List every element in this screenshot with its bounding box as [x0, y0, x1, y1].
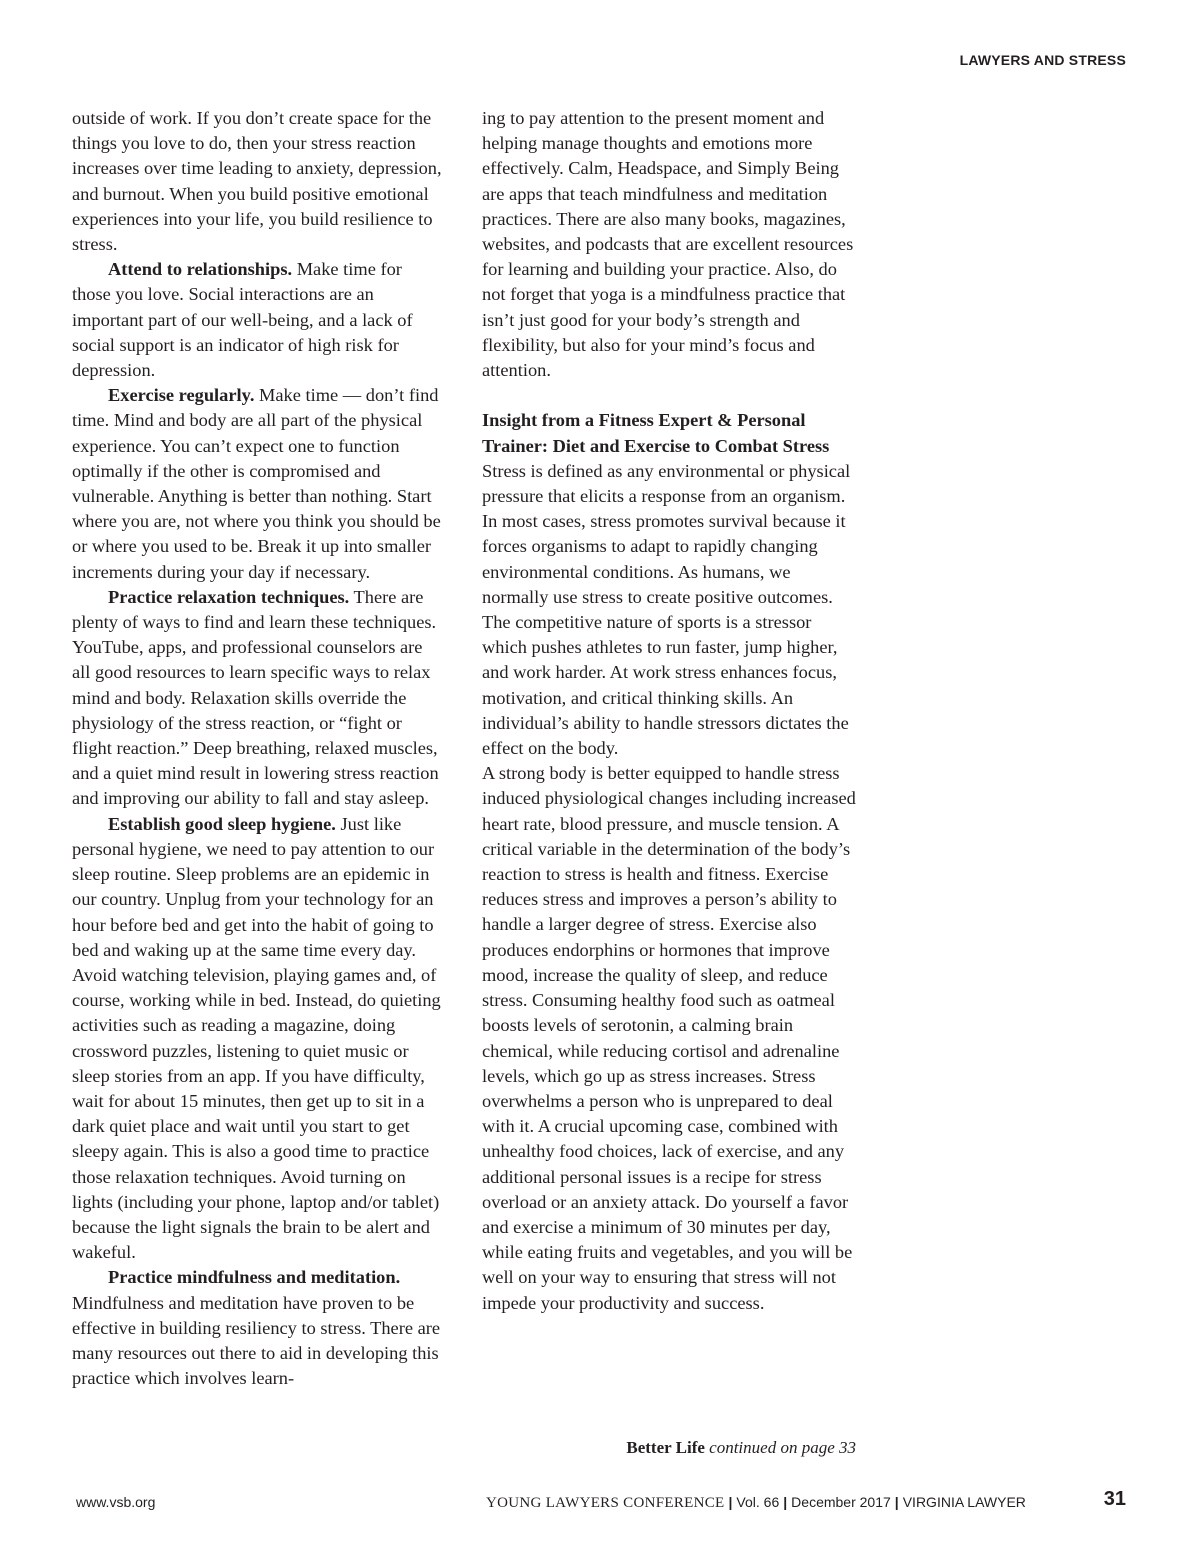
paragraph-exercise — [72, 383, 442, 585]
footer-volume: Vol. 66 — [736, 1494, 780, 1510]
left-column — [72, 106, 442, 1391]
paragraph-text: There are plenty of ways to find and learn these techniques. YouTube, apps, and professional counselors are all good resources to learn specific ways to relax mind and body. Relaxation skills override the physiology of the stress reaction, or “fight or flight reaction.” Deep breathing, relaxed muscles, and a quiet mind result in lowering stress reaction and improving our ability to fall and stay asleep. — [72, 586, 439, 809]
paragraph-relationships — [72, 257, 442, 383]
paragraph-text: Make time for those you love. Social interactions are an important part of our well-being, and a lack of social support is an indicator of high risk for depression. — [72, 259, 413, 381]
footer-url: www.vsb.org — [76, 1494, 156, 1510]
run-in-heading: Practice mindfulness and meditation. — [108, 1267, 401, 1288]
footer-separator: | — [728, 1494, 733, 1510]
paragraph: A strong body is better equipped to handle stress induced physiological changes including increased heart rate, blood pressure, and muscle tension. A critical variable in the determination of the body’s reaction to stress is health and fitness. Exercise reduces stress and improves a person’s ability to handle a larger degree of stress. Exercise also produces endorphins or hormones that improve mood, increase the quality of sleep, and reduce stress. Consuming healthy food such as oatmeal boosts levels of serotonin, a calming brain chemical, while reducing cortisol and adrenaline levels, which go up as stress increases. Stress overwhelms a person who is unprepared to deal with it. A crucial upcoming case, combined with unhealthy food choices, lack of exercise, and any additional personal issues is a recipe for stress overload or an anxiety attack. Do yourself a favor and exercise a minimum of 30 minutes per day, while eating fruits and vegetables, and you will be well on your way to ensuring that stress will not impede your productivity and success. — [482, 763, 856, 1313]
footer-conference: YOUNG LAWYERS CONFERENCE — [486, 1495, 725, 1511]
paragraph-relaxation — [72, 585, 442, 812]
paragraph-gap — [482, 383, 856, 408]
paragraph-mindfulness-heading — [72, 1265, 442, 1290]
continued-label: Better Life — [626, 1438, 705, 1457]
run-in-heading: Establish good sleep hygiene. — [108, 813, 336, 834]
paragraph-mindfulness: Mindfulness and meditation have proven to be effective in building resiliency to stress. There are many resources out there to aid in developing this practice which involves learn- — [72, 1292, 441, 1389]
paragraph: outside of work. If you don’t create space for the things you love to do, then your stress reaction increases over time leading to anxiety, depression, and burnout. When you build positive emotional experiences into your life, you build resilience to stress. — [72, 108, 442, 255]
continued-note — [482, 1438, 856, 1458]
run-in-heading: Attend to relationships. — [108, 259, 293, 280]
footer-publication — [486, 1494, 1026, 1512]
continued-page: continued on page 33 — [704, 1438, 856, 1457]
run-in-heading: Practice relaxation techniques. — [108, 586, 350, 607]
footer-magazine: VIRGINIA LAWYER — [902, 1494, 1026, 1510]
paragraph: Stress is defined as any environmental or physical pressure that elicits a response from an organism. In most cases, stress promotes survival because it forces organisms to adapt to rapidly changing environmental conditions. As humans, we normally use stress to create positive outcomes. The competitive nature of sports is a stressor which pushes athletes to run faster, jump higher, and work harder. At work stress enhances focus, motivation, and critical thinking skills. An individual’s ability to handle stressors dictates the effect on the body. — [482, 460, 851, 759]
subheading-text: Insight from a Fitness Expert & Personal Trainer: Diet and Exercise to Combat Stress — [482, 410, 830, 456]
section-label: LAWYERS AND STRESS — [959, 52, 1126, 68]
paragraph-text: Make time — don’t find time. Mind and body are all part of the physical experience. You can’t expect one to function optimally if the other is compromised and vulnerable. Anything is better than nothing. Start where you are, not where you think you should be or where you used to be. Break it up into smaller increments during your day if necessary. — [72, 385, 441, 582]
footer-date: December 2017 — [791, 1494, 891, 1510]
right-column — [482, 106, 856, 1316]
run-in-heading: Exercise regularly. — [108, 385, 255, 406]
footer-separator: | — [783, 1494, 788, 1510]
paragraph: ing to pay attention to the present moment and helping manage thoughts and emotions more effectively. Calm, Headspace, and Simply Being are apps that teach mindfulness and meditation practices. There are also many books, magazines, websites, and podcasts that are excellent resources for learning and building your practice. Also, do not forget that yoga is a mindfulness practice that isn’t just good for your body’s strength and flexibility, but also for your mind’s focus and attention. — [482, 108, 854, 381]
paragraph-sleep — [72, 812, 442, 1266]
footer-separator: | — [894, 1494, 899, 1510]
page-number: 31 — [1103, 1488, 1126, 1510]
paragraph-text: Just like personal hygiene, we need to pay attention to our sleep routine. Sleep problems are an epidemic in our country. Unplug from your technology for an hour before bed and get into the habit of going to bed and waking up at the same time every day. Avoid watching television, playing games and, of course, working while in bed. Instead, do quieting activities such as reading a magazine, doing crossword puzzles, listening to quiet music or sleep stories from an app. If you have difficulty, wait for about 15 minutes, then get up to sit in a dark quiet place and wait until you start to get sleepy again. This is also a good time to practice those relaxation techniques. Avoid turning on lights (including your phone, laptop and/or tablet) because the light signals the brain to be alert and wakeful. — [72, 813, 441, 1263]
subheading — [482, 408, 856, 458]
